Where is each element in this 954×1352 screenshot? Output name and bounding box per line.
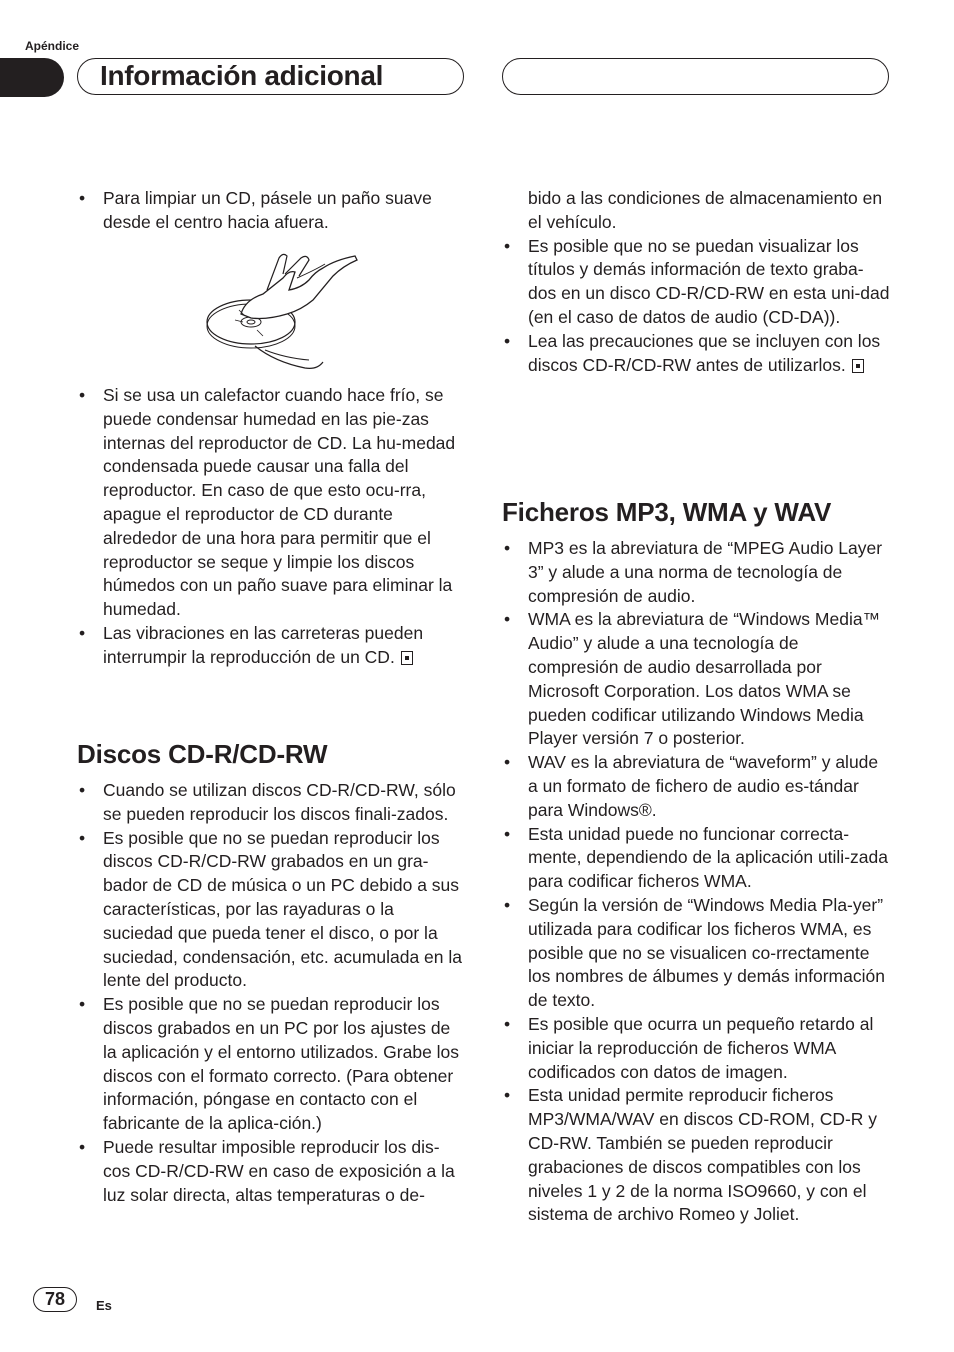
section-heading: Discos CD-R/CD-RW — [77, 739, 328, 769]
list-item: • MP3 es la abreviatura de “MPEG Audio Layer 3” y alude a una norma de tecnología de compresión de audio. — [502, 537, 890, 608]
header-pill-left — [77, 58, 464, 95]
section-label: Apéndice — [25, 39, 80, 53]
section-cd-r-rw — [77, 739, 465, 1207]
chapter-tab — [0, 58, 64, 97]
list-item: • Es posible que no se puedan reproducir los discos CD-R/CD-RW grabados en un gra-bador de CD de música o un PC debido a sus características, por las rayaduras o la suciedad que pueda tener el disco, o por la suciedad, condensación, etc. acumulada en la lente del producto. — [77, 827, 465, 994]
right-column-continuation — [502, 187, 890, 377]
header-pill-right — [502, 58, 889, 95]
language-label: Es — [96, 1298, 112, 1313]
list-item: • Puede resultar imposible reproducir los dis-cos CD-R/CD-RW en caso de exposición a la luz solar directa, altas temperaturas o de- — [77, 1136, 465, 1207]
list-item: • Según la versión de “Windows Media Pla-yer” utilizada para codificar los ficheros WMA, es posible que no se visualicen co-rrectamente los nombres de álbumes y demás información de texto. — [502, 894, 890, 1013]
page-number: 78 — [33, 1287, 77, 1312]
list-item: • WMA es la abreviatura de “Windows Media™ Audio” y alude a una tecnología de compresión de audio desarrollada por Microsoft Corporation. Los datos WMA se pueden codificar utilizando Windows Media Player versión 7 o posterior. — [502, 608, 890, 751]
list-item: • Es posible que no se puedan reproducir los discos grabados en un PC por los ajustes de la aplicación y el entorno utilizados. Grabe los discos con el formato correcto. (Para obtener información, póngase en contacto con el fabricante de la aplica-ción.) — [77, 993, 465, 1136]
end-of-section-icon — [401, 651, 413, 665]
section-heading: Ficheros MP3, WMA y WAV — [502, 497, 832, 527]
section-mp3-wma-wav — [502, 497, 890, 1227]
left-column-tips — [77, 384, 465, 670]
list-item: • WAV es la abreviatura de “waveform” y alude a un formato de fichero de audio es-tándar para Windows®. — [502, 751, 890, 822]
left-column-intro — [77, 187, 465, 235]
list-item: • Es posible que no se puedan visualizar los títulos y demás información de texto graba-dos en un disco CD-R/CD-RW en esta uni-dad (en el caso de datos de audio (CD-DA)). — [502, 235, 890, 330]
list-item: • Es posible que ocurra un pequeño retardo al iniciar la reproducción de ficheros WMA codificados con datos de imagen. — [502, 1013, 890, 1084]
list-item: • Si se usa un calefactor cuando hace frío, se puede condensar humedad en las pie-zas internas del reproductor de CD. La hu-medad condensada puede causar una falla del reproductor. En caso de que esto ocu-rra, apague el reproductor de CD durante alrededor de una hora para permitir que el reproductor se seque y limpie los discos húmedos con un paño suave para eliminar la humedad. — [77, 384, 465, 622]
end-of-section-icon — [852, 359, 864, 373]
list-item: • Las vibraciones en las carreteras pueden interrumpir la reproducción de un CD. — [77, 622, 465, 670]
page-title: Información adicional — [100, 60, 384, 91]
list-item: • Cuando se utilizan discos CD-R/CD-RW, sólo se pueden reproducir los discos finali-zados. — [77, 779, 465, 827]
list-item: • Esta unidad puede no funcionar correcta-mente, dependiendo de la aplicación utili-zada para codificar ficheros WMA. — [502, 823, 890, 894]
cd-cleaning-illustration — [205, 250, 365, 375]
list-item: • Lea las precauciones que se incluyen con los discos CD-R/CD-RW antes de utilizarlos. — [502, 330, 890, 378]
list-item: • Para limpiar un CD, pásele un paño suave desde el centro hacia afuera. — [77, 187, 465, 235]
list-item-continuation: bido a las condiciones de almacenamiento en el vehículo. — [528, 188, 883, 232]
list-item: • Esta unidad permite reproducir ficheros MP3/WMA/WAV en discos CD-ROM, CD-R y CD-RW. También se pueden reproducir grabaciones de discos compatibles con los niveles 1 y 2 de la norma ISO9660, y con el sistema de archivo Romeo y Joliet. — [502, 1084, 890, 1227]
